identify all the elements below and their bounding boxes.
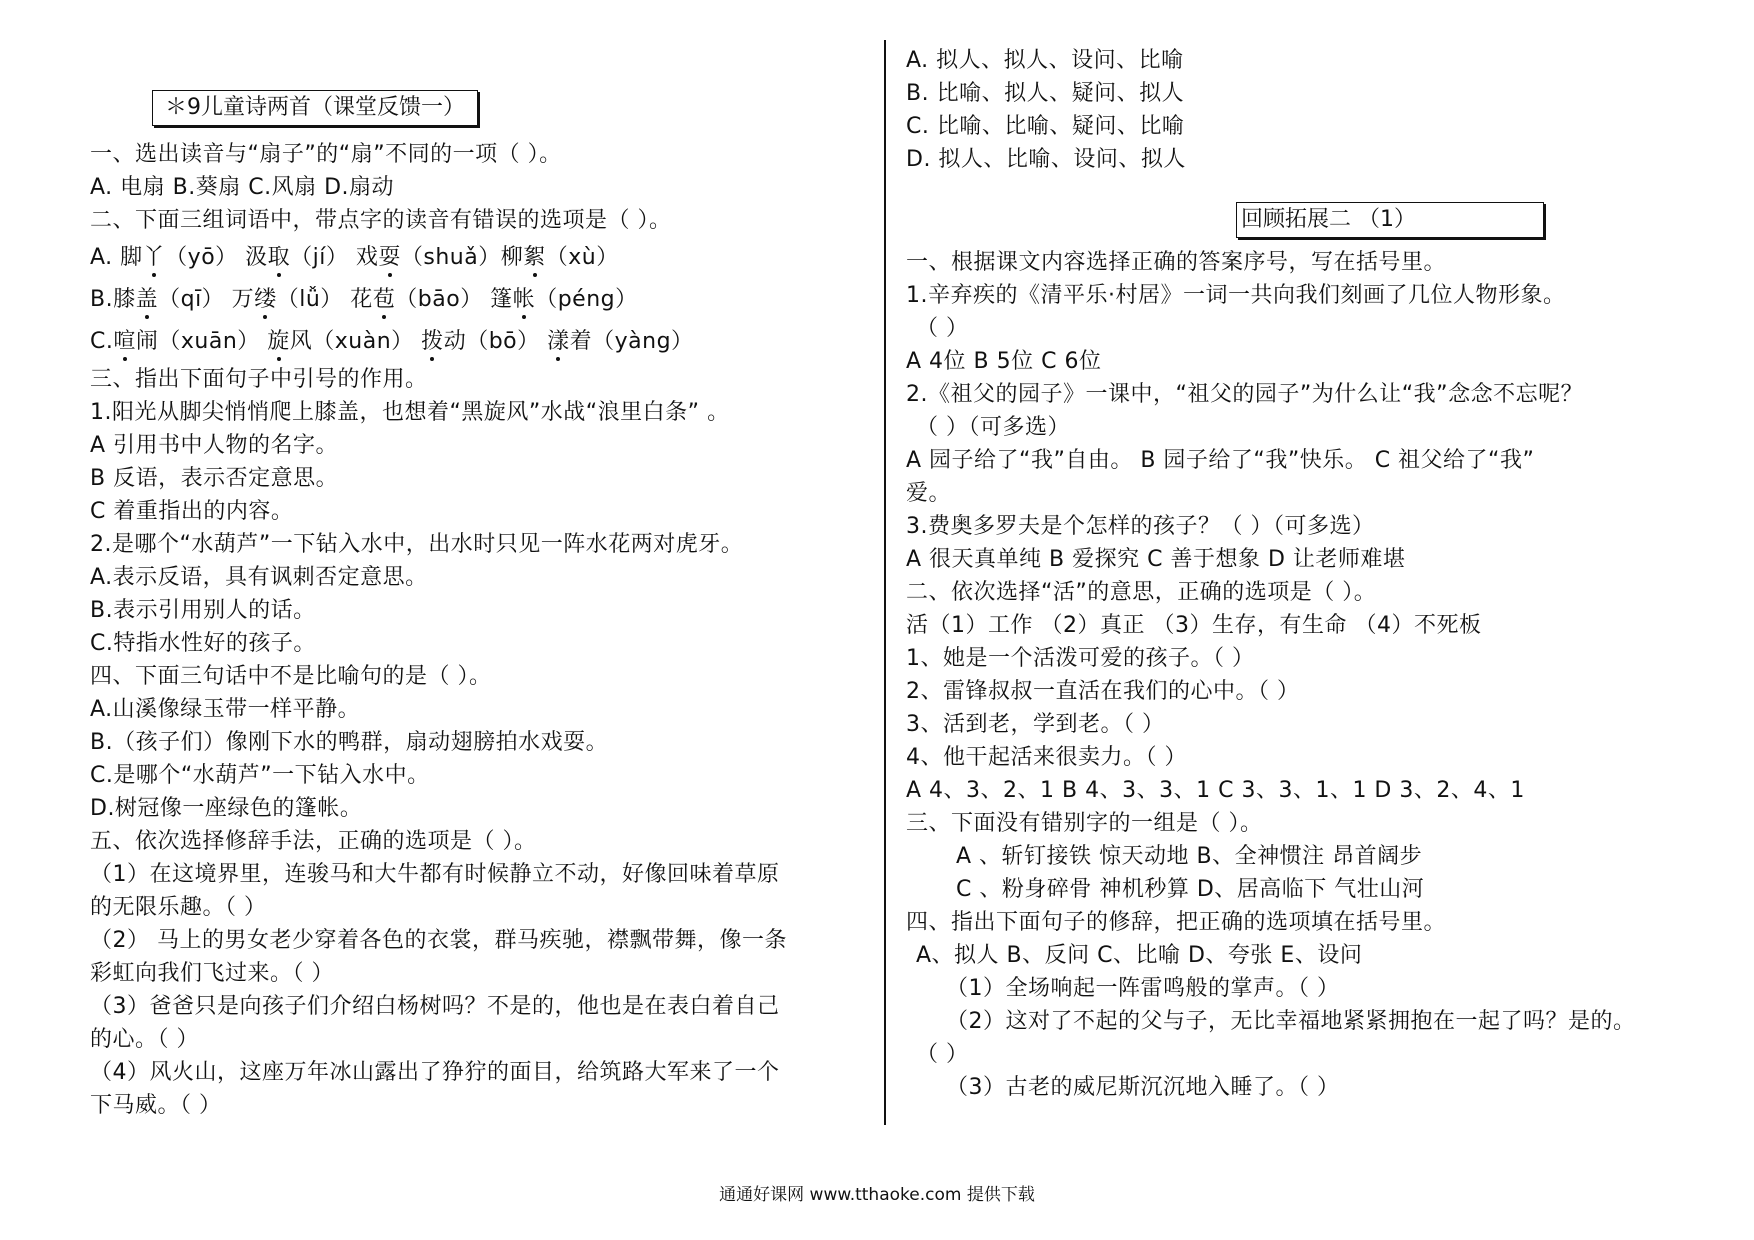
right-s4-2: （2）这对了不起的父与子，无比幸福地紧紧拥抱在一起了吗？是的。 xyxy=(946,1009,1636,1034)
left-q5-4-line1: （4）风火山，这座万年冰山露出了狰狞的面目，给筑路大军来了一个 xyxy=(90,1060,780,1085)
right-s2-options: A 4、3、2、1 B 4、3、3、1 C 3、3、1、1 D 3、2、4、1 xyxy=(906,778,1525,803)
left-q5-1-line1: （1）在这境界里，连骏马和大牛都有时候静立不动，好像回味着草原 xyxy=(90,862,780,887)
right-section-title: 回顾拓展二 （1） xyxy=(1236,202,1544,238)
right-s1-1-paren: （ ） xyxy=(916,316,969,341)
right-option-b: B. 比喻、拟人、疑问、拟人 xyxy=(906,81,1185,106)
left-q3-1-a: A 引用书中人物的名字。 xyxy=(90,433,339,458)
right-s4-3: （3）古老的威尼斯沉沉地入睡了。（ ） xyxy=(946,1075,1340,1100)
right-s1-2-options-cont: 爱。 xyxy=(906,481,952,506)
left-section-title: ＊9儿童诗两首（课堂反馈一） xyxy=(152,90,478,126)
right-option-a: A. 拟人、拟人、设问、比喻 xyxy=(906,48,1184,73)
column-divider xyxy=(884,40,886,1125)
right-s1-1: 1.辛弃疾的《清平乐·村居》一词一共向我们刻画了几位人物形象。 xyxy=(906,283,1566,308)
right-s3-ab: A 、斩钉接铁 惊天动地 B、全神惯注 昂首阔步 xyxy=(956,844,1423,869)
left-q4-a: A.山溪像绿玉带一样平静。 xyxy=(90,697,361,722)
right-s1-3-options: A 很天真单纯 B 爱探究 C 善于想象 D 让老师难堪 xyxy=(906,547,1406,572)
left-q3-2-a: A.表示反语，具有讽刺否定意思。 xyxy=(90,565,428,590)
left-q3-2: 2.是哪个“水葫芦”一下钻入水中，出水时只见一阵水花两对虎牙。 xyxy=(90,532,744,557)
left-q3-2-b: B.表示引用别人的话。 xyxy=(90,598,316,623)
left-q3: 三、指出下面句子中引号的作用。 xyxy=(90,367,428,392)
right-option-c: C. 比喻、比喻、疑问、比喻 xyxy=(906,114,1185,139)
right-s1-1-options: A 4位 B 5位 C 6位 xyxy=(906,349,1102,374)
left-q3-1-b: B 反语，表示否定意思。 xyxy=(90,466,339,491)
right-s1: 一、根据课文内容选择正确的答案序号，写在括号里。 xyxy=(906,250,1447,275)
right-s2-2: 2、雷锋叔叔一直活在我们的心中。（ ） xyxy=(906,679,1300,704)
right-s3: 三、下面没有错别字的一组是（ ）。 xyxy=(906,811,1263,836)
right-s1-2: 2.《祖父的园子》一课中，“祖父的园子”为什么让“我”念念不忘呢？ xyxy=(906,382,1584,407)
left-q2-option-c: C.喧闹（xuān） 旋风（xuàn） 拨动（bō） 漾着（yàng） xyxy=(90,329,694,354)
right-option-d: D. 拟人、比喻、设问、拟人 xyxy=(906,147,1186,172)
right-s1-3: 3.费奥多罗夫是个怎样的孩子？（ ）（可多选） xyxy=(906,514,1375,539)
left-q5: 五、依次选择修辞手法，正确的选项是（ ）。 xyxy=(90,829,537,854)
left-q5-2-line2: 彩虹向我们飞过来。（ ） xyxy=(90,961,334,986)
right-s2: 二、依次选择“活”的意思，正确的选项是（ ）。 xyxy=(906,580,1377,605)
left-q3-1-c: C 着重指出的内容。 xyxy=(90,499,294,524)
left-q5-4-line2: 下马威。（ ） xyxy=(90,1093,222,1118)
right-s1-2-options: A 园子给了“我”自由。 B 园子给了“我”快乐。 C 祖父给了“我” xyxy=(906,448,1535,473)
right-s2-1: 1、她是一个活泼可爱的孩子。（ ） xyxy=(906,646,1255,671)
left-q1: 一、选出读音与“扇子”的“扇”不同的一项（ ）。 xyxy=(90,142,562,167)
left-q4-d: D.树冠像一座绿色的篷帐。 xyxy=(90,796,363,821)
left-q5-1-line2: 的无限乐趣。（ ） xyxy=(90,895,267,920)
right-s4: 四、指出下面句子的修辞，把正确的选项填在括号里。 xyxy=(906,910,1447,935)
right-s3-cd: C 、粉身碎骨 神机秒算 D、居高临下 气壮山河 xyxy=(956,877,1425,902)
left-q3-2-c: C.特指水性好的孩子。 xyxy=(90,631,316,656)
right-column xyxy=(906,44,1696,1104)
right-s1-2-paren: （ ）（可多选） xyxy=(916,415,1070,440)
left-q5-2-line1: （2） 马上的男女老少穿着各色的衣裳，群马疾驰，襟飘带舞，像一条 xyxy=(90,928,787,953)
right-s4-1: （1）全场响起一阵雷鸣般的掌声。（ ） xyxy=(946,976,1340,1001)
left-q5-3-line1: （3）爸爸只是向孩子们介绍白杨树吗？不是的，他也是在表白着自己 xyxy=(90,994,780,1019)
left-q4-c: C.是哪个“水葫芦”一下钻入水中。 xyxy=(90,763,430,788)
left-q5-3-line2: 的心。（ ） xyxy=(90,1027,199,1052)
left-q2-option-a: A. 脚丫（yō） 汲取（jí） 戏耍（shuǎ）柳絮（xù） xyxy=(90,245,619,270)
left-column xyxy=(90,90,870,1122)
right-s2-4: 4、他干起活来很卖力。（ ） xyxy=(906,745,1187,770)
left-q4-b: B.（孩子们）像刚下水的鸭群，扇动翅膀拍水戏耍。 xyxy=(90,730,609,755)
right-s4-options: A、拟人 B、反问 C、比喻 D、夸张 E、设问 xyxy=(916,943,1363,968)
left-q4: 四、下面三句话中不是比喻句的是（ ）。 xyxy=(90,664,492,689)
footer-source: 通通好课网 www.tthaoke.com 提供下载 xyxy=(719,1185,1035,1205)
left-q2: 二、下面三组词语中，带点字的读音有错误的选项是（ ）。 xyxy=(90,208,672,233)
right-s2-definitions: 活（1）工作 （2）真正 （3）生存，有生命 （4）不死板 xyxy=(906,613,1482,638)
left-q1-options: A. 电扇 B.葵扇 C.风扇 D.扇动 xyxy=(90,175,395,200)
left-q3-1: 1.阳光从脚尖悄悄爬上膝盖，也想着“黑旋风”水战“浪里白条” 。 xyxy=(90,400,730,425)
right-s2-3: 3、活到老，学到老。（ ） xyxy=(906,712,1165,737)
right-s4-2-paren: （ ） xyxy=(916,1042,969,1067)
left-q2-option-b: B.膝盖（qī） 万缕（lǚ） 花苞（bāo） 篷帐（péng） xyxy=(90,287,638,312)
